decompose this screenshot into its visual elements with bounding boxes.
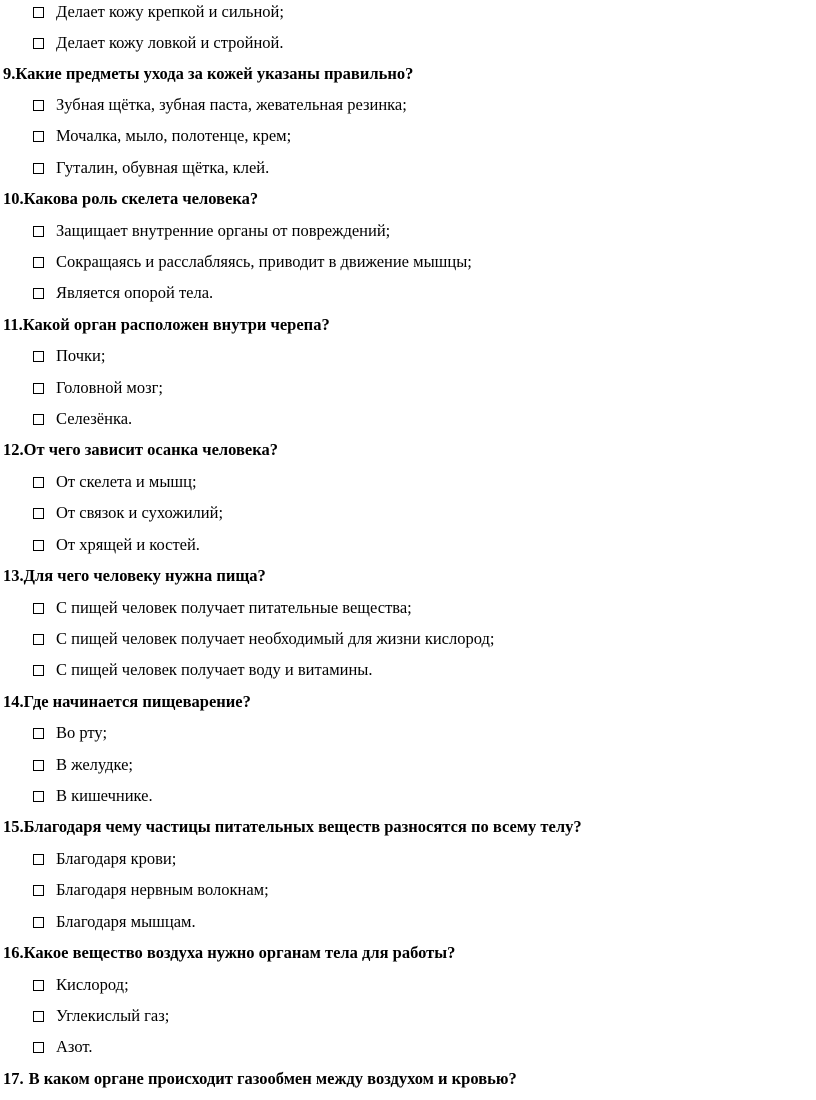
question-number: 11. bbox=[3, 315, 23, 334]
answer-option[interactable] bbox=[33, 220, 390, 242]
answer-option[interactable] bbox=[33, 32, 284, 54]
question-text: Какие предметы ухода за кожей указаны правильно? bbox=[15, 64, 414, 83]
answer-option-label: Делает кожу ловкой и стройной. bbox=[56, 33, 284, 52]
answer-option-label: Углекислый газ; bbox=[56, 1006, 170, 1025]
checkbox-icon[interactable] bbox=[33, 414, 44, 425]
question-number: 16. bbox=[3, 943, 24, 962]
question-heading bbox=[3, 314, 330, 336]
question-heading bbox=[3, 816, 582, 838]
question-heading bbox=[3, 691, 251, 713]
checkbox-icon[interactable] bbox=[33, 854, 44, 865]
question-text: Благодаря чему частицы питательных веществ разносятся по всему телу? bbox=[23, 817, 582, 836]
question-number: 9. bbox=[3, 64, 16, 83]
answer-option[interactable] bbox=[33, 377, 163, 399]
checkbox-icon[interactable] bbox=[33, 1042, 44, 1053]
checkbox-icon[interactable] bbox=[33, 540, 44, 551]
answer-option-label: Делает кожу крепкой и сильной; bbox=[56, 2, 284, 21]
answer-option-label: Мочалка, мыло, полотенце, крем; bbox=[56, 126, 292, 145]
answer-option[interactable] bbox=[33, 157, 269, 179]
question-text: Какова роль скелета человека? bbox=[23, 189, 259, 208]
answer-option-label: Во рту; bbox=[56, 723, 108, 742]
answer-option-label: Защищает внутренние органы от повреждений; bbox=[56, 221, 391, 240]
checkbox-icon[interactable] bbox=[33, 760, 44, 771]
answer-option-label: Благодаря мышцам. bbox=[56, 912, 196, 931]
answer-option-label: Кислород; bbox=[56, 975, 129, 994]
checkbox-icon[interactable] bbox=[33, 728, 44, 739]
question-heading bbox=[3, 439, 278, 461]
answer-option[interactable] bbox=[33, 879, 269, 901]
checkbox-icon[interactable] bbox=[33, 383, 44, 394]
answer-option-label: Благодаря крови; bbox=[56, 849, 177, 868]
checkbox-icon[interactable] bbox=[33, 288, 44, 299]
question-heading bbox=[3, 565, 266, 587]
answer-option[interactable] bbox=[33, 785, 153, 807]
answer-option-label: С пищей человек получает воду и витамины. bbox=[56, 660, 373, 679]
answer-option[interactable] bbox=[33, 251, 472, 273]
answer-option[interactable] bbox=[33, 1, 284, 23]
answer-option-label: Является опорой тела. bbox=[56, 283, 214, 302]
question-number: 17. bbox=[3, 1069, 24, 1088]
answer-option-label: Азот. bbox=[56, 1037, 93, 1056]
question-heading bbox=[3, 188, 258, 210]
checkbox-icon[interactable] bbox=[33, 163, 44, 174]
answer-option[interactable] bbox=[33, 534, 200, 556]
question-text: Для чего человеку нужна пища? bbox=[23, 566, 266, 585]
answer-option-label: Благодаря нервным волокнам; bbox=[56, 880, 269, 899]
checkbox-icon[interactable] bbox=[33, 351, 44, 362]
checkbox-icon[interactable] bbox=[33, 917, 44, 928]
answer-option[interactable] bbox=[33, 502, 223, 524]
question-text: Где начинается пищеварение? bbox=[23, 692, 251, 711]
question-number: 10. bbox=[3, 189, 24, 208]
answer-option-label: Почки; bbox=[56, 346, 106, 365]
answer-option-label: В желудке; bbox=[56, 755, 133, 774]
checkbox-icon[interactable] bbox=[33, 1011, 44, 1022]
answer-option[interactable] bbox=[33, 345, 105, 367]
answer-option-label: Головной мозг; bbox=[56, 378, 163, 397]
answer-option[interactable] bbox=[33, 597, 412, 619]
question-number: 12. bbox=[3, 440, 24, 459]
question-heading bbox=[3, 1068, 517, 1090]
checkbox-icon[interactable] bbox=[33, 38, 44, 49]
answer-option[interactable] bbox=[33, 1005, 169, 1027]
question-text: В каком органе происходит газообмен между воздухом и кровью? bbox=[28, 1069, 517, 1088]
answer-option-label: От хрящей и костей. bbox=[56, 535, 200, 554]
answer-option[interactable] bbox=[33, 471, 197, 493]
checkbox-icon[interactable] bbox=[33, 980, 44, 991]
answer-option-label: С пищей человек получает необходимый для жизни кислород; bbox=[56, 629, 495, 648]
question-text: Какое вещество воздуха нужно органам тела для работы? bbox=[23, 943, 456, 962]
checkbox-icon[interactable] bbox=[33, 226, 44, 237]
answer-option-label: Зубная щётка, зубная паста, жевательная резинка; bbox=[56, 95, 407, 114]
checkbox-icon[interactable] bbox=[33, 634, 44, 645]
answer-option-label: От скелета и мышц; bbox=[56, 472, 197, 491]
checkbox-icon[interactable] bbox=[33, 131, 44, 142]
checkbox-icon[interactable] bbox=[33, 885, 44, 896]
question-text: Какой орган расположен внутри черепа? bbox=[22, 315, 330, 334]
answer-option[interactable] bbox=[33, 125, 291, 147]
question-number: 14. bbox=[3, 692, 24, 711]
checkbox-icon[interactable] bbox=[33, 603, 44, 614]
checkbox-icon[interactable] bbox=[33, 791, 44, 802]
answer-option-label: В кишечнике. bbox=[56, 786, 153, 805]
question-text: От чего зависит осанка человека? bbox=[23, 440, 279, 459]
checkbox-icon[interactable] bbox=[33, 257, 44, 268]
checkbox-icon[interactable] bbox=[33, 508, 44, 519]
checkbox-icon[interactable] bbox=[33, 100, 44, 111]
checkbox-icon[interactable] bbox=[33, 477, 44, 488]
question-heading bbox=[3, 63, 413, 85]
answer-option[interactable] bbox=[33, 722, 107, 744]
answer-option[interactable] bbox=[33, 94, 407, 116]
answer-option[interactable] bbox=[33, 659, 373, 681]
answer-option-label: Гуталин, обувная щётка, клей. bbox=[56, 158, 270, 177]
answer-option-label: Сокращаясь и расслабляясь, приводит в движение мышцы; bbox=[56, 252, 472, 271]
question-number: 15. bbox=[3, 817, 24, 836]
checkbox-icon[interactable] bbox=[33, 665, 44, 676]
answer-option-label: С пищей человек получает питательные вещества; bbox=[56, 598, 412, 617]
checkbox-icon[interactable] bbox=[33, 7, 44, 18]
answer-option[interactable] bbox=[33, 408, 132, 430]
answer-option[interactable] bbox=[33, 628, 494, 650]
question-heading bbox=[3, 942, 455, 964]
answer-option[interactable] bbox=[33, 911, 196, 933]
answer-option[interactable] bbox=[33, 848, 176, 870]
answer-option[interactable] bbox=[33, 754, 133, 776]
answer-option[interactable] bbox=[33, 1036, 92, 1058]
answer-option[interactable] bbox=[33, 282, 213, 304]
answer-option-label: От связок и сухожилий; bbox=[56, 503, 224, 522]
answer-option[interactable] bbox=[33, 974, 129, 996]
question-number: 13. bbox=[3, 566, 24, 585]
answer-option-label: Селезёнка. bbox=[56, 409, 133, 428]
